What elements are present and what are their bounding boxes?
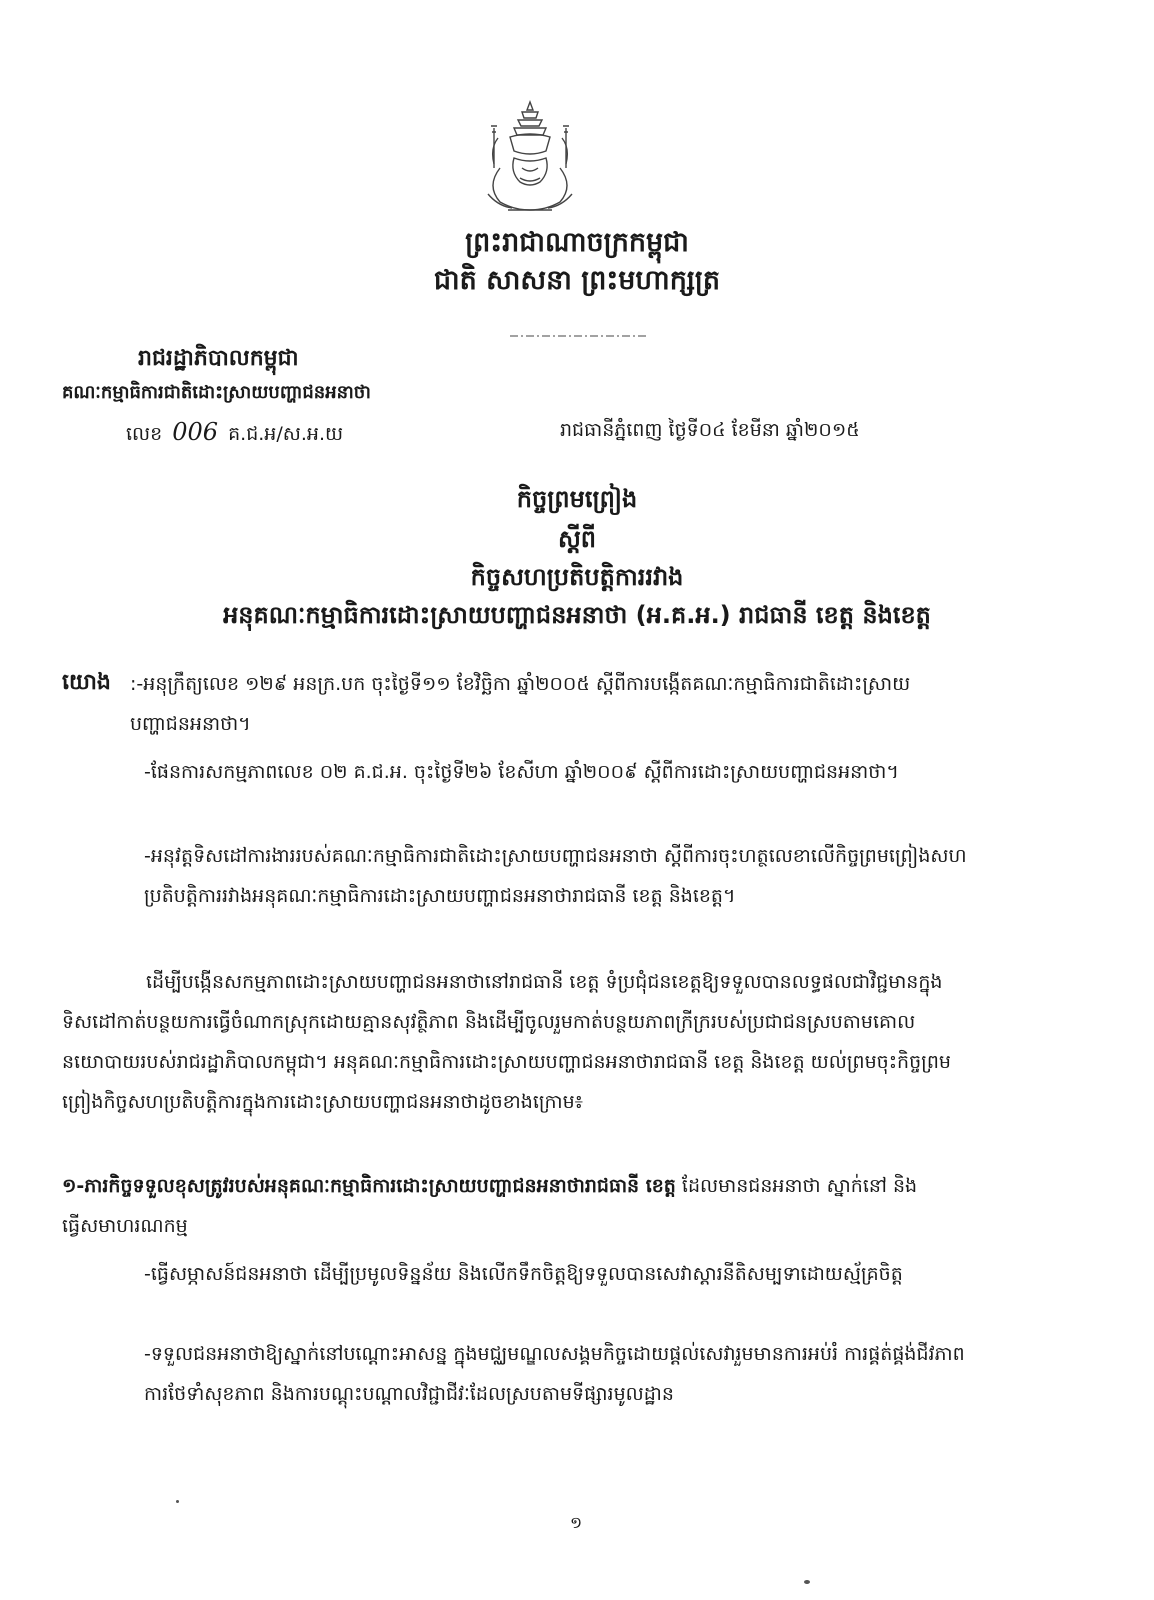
committee-name: គណៈកម្មាធិការជាតិដោះស្រាយបញ្ហាជនអនាថា [62, 382, 371, 403]
reference-prefix: លេខ [126, 423, 163, 445]
reference-item-2: -ផែនការសកម្មភាពលេខ ០២ គ.ជ.អ. ចុះថ្ងៃទី២៦ ខែសីហា ឆ្នាំ២០០៩ ស្តីពីការដោះស្រាយបញ្ហាជនអនាថា។ [144, 761, 899, 783]
document-date: រាជធានីភ្នំពេញ ថ្ងៃទី០៤ ខែមីនា ឆ្នាំ២០១៥ [560, 419, 860, 441]
government-name: រាជរដ្ឋាភិបាលកម្ពុជា [138, 346, 299, 371]
royal-emblem [470, 98, 590, 220]
introduction-paragraph: ដើម្បីបង្កើនសកម្មភាពដោះស្រាយបញ្ហាជនអនាថានៅរាជធានី ខេត្ត ទំប្រជុំជនខេត្តឱ្យទទួលបានលទ្ធផលជាវិជ្ជមានក្នុងទិសដៅកាត់បន្ថយការធ្វើចំណាកស្រុកដោយគ្មានសុវត្ថិភាព និងដើម្បីចូលរួមកាត់បន្ថយភាពក្រីក្ររបស់ប្រជាជនស្របតាមគោលនយោបាយរបស់រាជរដ្ឋាភិបាលកម្ពុជា។ អនុគណៈកម្មាធិការដោះស្រាយបញ្ហាជនអនាថារាជធានី ខេត្ត និងខេត្ត យល់ព្រមចុះកិច្ចព្រមព្រៀងកិច្ចសហប្រតិបត្តិការក្នុងការដោះស្រាយបញ្ហាជនអនាថាដូចខាងក្រោម៖ [62, 971, 951, 1113]
kingdom-name: ព្រះរាជាណាចក្រកម្ពុជា [465, 227, 689, 258]
page-number: ១ [570, 1513, 583, 1532]
considering-label: យោង [62, 670, 111, 695]
section-1-heading: ១-ភារកិច្ចទទួលខុសត្រូវរបស់អនុគណៈកម្មាធិការដោះស្រាយបញ្ហាជនអនាថារាជធានី ខេត្ត [62, 1175, 676, 1197]
ornamental-divider [510, 335, 648, 337]
reference-suffix: គ.ជ.អ/ស.អ.យ [228, 423, 344, 445]
title-subcommittee: អនុគណៈកម្មាធិការដោះស្រាយបញ្ហាជនអនាថា (អ.គ.អ.) រាជធានី ខេត្ត និងខេត្ត [223, 601, 931, 629]
section-1-bullet-1: -ធ្វើសម្ភាសន៍ជនអនាថា ដើម្បីប្រមូលទិន្នន័យ និងលើកទឹកចិត្តឱ្យទទួលបានសេវាស្តារនីតិសម្បទាដោយស្ម័គ្រចិត្ត [144, 1263, 903, 1285]
title-cooperation: កិច្ចសហប្រតិបត្តិការរវាង [470, 563, 684, 591]
section-1-text: ដែលមានជនអនាថា ស្នាក់នៅ និងធ្វើសមាហរណកម្ម [62, 1175, 918, 1237]
reference-item-1: :-អនុក្រឹត្យលេខ ១២៩ អនក្រ.បក ចុះថ្ងៃទី១១ ខែវិច្ឆិកា ឆ្នាំ២០០៥ ស្តីពីការបង្កើតគណៈកម្មាធិការជាតិដោះស្រាយបញ្ហាជនអនាថា។ [130, 673, 911, 735]
section-1-bullet-2: -ទទួលជនអនាថាឱ្យស្នាក់នៅបណ្តោះអាសន្ន ក្នុងមជ្ឈមណ្ឌលសង្គមកិច្ចដោយផ្តល់សេវារួមមានការអប់រំ ការផ្គត់ផ្គង់ជីវភាព ការថែទាំសុខភាព និងការបណ្តុះបណ្តាលវិជ្ជាជីវៈដែលស្របតាមទីផ្សារមូលដ្ឋាន [144, 1343, 965, 1405]
section-1 [62, 1166, 970, 1246]
reference-handwritten-number: 006 [172, 418, 219, 446]
national-motto: ជាតិ សាសនា ព្រះមហាក្សត្រ [433, 265, 721, 296]
document-title: កិច្ចព្រមព្រៀង [516, 485, 638, 513]
title-regarding: ស្តីពី [557, 525, 597, 553]
reference-number [126, 418, 343, 450]
scan-speck [176, 1500, 179, 1503]
reference-item-3: -អនុវត្តទិសដៅការងាររបស់គណៈកម្មាធិការជាតិដោះស្រាយបញ្ហាជនអនាថា ស្តីពីការចុះហត្ថលេខាលើកិច្ចព្រមព្រៀងសហប្រតិបត្តិការរវាងអនុគណៈកម្មាធិការដោះស្រាយបញ្ហាជនអនាថារាជធានី ខេត្ត និងខេត្ត។ [144, 845, 967, 907]
scan-speck [804, 1580, 810, 1584]
